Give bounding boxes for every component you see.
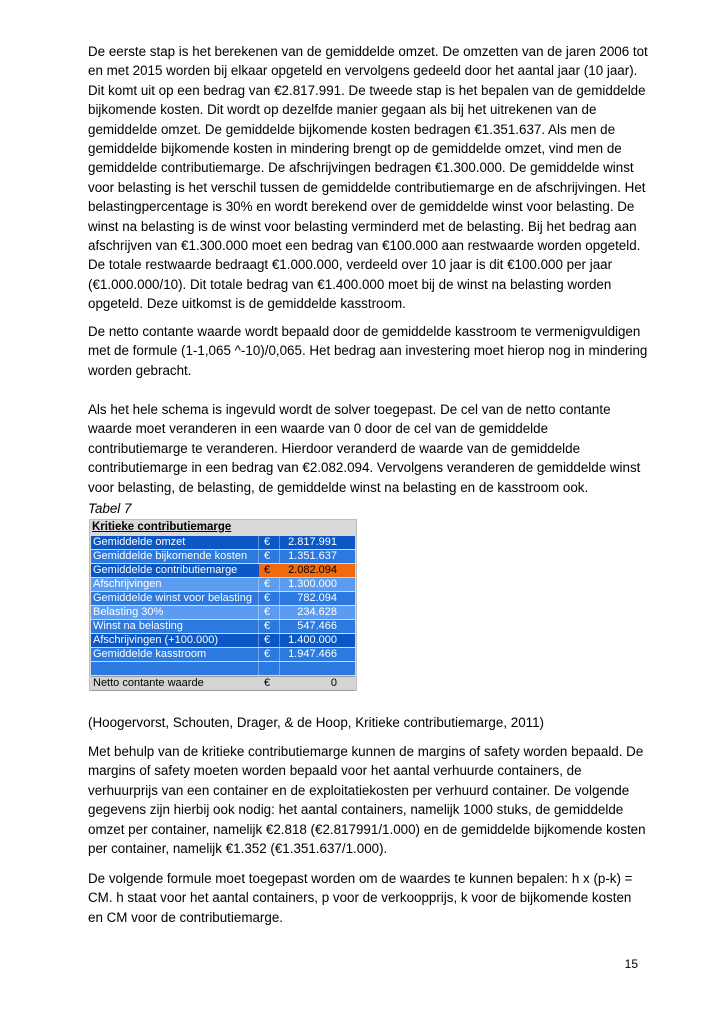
table-caption: Tabel 7 bbox=[88, 501, 132, 516]
row-label: Gemiddelde kasstroom bbox=[93, 648, 207, 660]
table-row-npv bbox=[91, 676, 355, 691]
row-label: Gemiddelde bijkomende kosten bbox=[93, 550, 248, 562]
critical-contribution-margin-table bbox=[89, 519, 357, 691]
row-label: Gemiddelde omzet bbox=[93, 536, 186, 548]
row-value: 2.082.094 bbox=[288, 564, 337, 576]
table-row bbox=[91, 564, 355, 577]
paragraph-formula: De volgende formule moet toegepast worden om de waardes te kunnen bepalen: h x (p-k) = CM. h staat voor het aantal containers, p voor de verkoopprijs, k voor de bijkomende kosten en CM voor de contributiemarge. bbox=[88, 871, 633, 925]
page-number: 15 bbox=[624, 957, 638, 971]
paragraph-margins-of-safety: Met behulp van de kritieke contributiemarge kunnen de margins of safety worden bepaald. De margins of safety moeten worden bepaald voor het aantal verhuurde containers, de verhuurprijs van een container en de exploitatiekosten per verhuurd container. De volgende gegevens zijn hierbij ook nodig: het aantal containers, namelijk 1000 stuks, de gemiddelde omzet per container, namelijk €2.818 (€2.817991/1.000) en de gemiddelde bijkomende kosten per container, namelijk €1.352 (€1.351.637/1.000). bbox=[88, 744, 646, 857]
paragraph-npv-formula: De netto contante waarde wordt bepaald door de gemiddelde kasstroom te vermenigvuldigen met de formule (1-1,065 ^-10)/0,065. Het bedrag aan investering moet hierop nog in mindering worden gebracht. bbox=[88, 324, 648, 378]
currency-symbol: € bbox=[264, 606, 271, 618]
table-row bbox=[91, 620, 355, 633]
table-row bbox=[91, 578, 355, 591]
row-label: Afschrijvingen bbox=[93, 578, 162, 590]
row-value: 1.400.000 bbox=[288, 634, 337, 646]
currency-symbol: € bbox=[264, 550, 271, 562]
row-label: Belasting 30% bbox=[93, 606, 164, 618]
row-value: 1.947.466 bbox=[288, 648, 337, 660]
currency-symbol: € bbox=[264, 578, 271, 590]
table-row-empty bbox=[91, 662, 355, 675]
row-value: 547.466 bbox=[297, 620, 337, 632]
row-value: 782.094 bbox=[297, 592, 337, 604]
paragraph-calculation-steps: De eerste stap is het berekenen van de gemiddelde omzet. De omzetten van de jaren 2006 tot en met 2015 worden bij elkaar opgeteld en vervolgens gedeeld door het aantal jaar (10 jaar). Dit komt uit op een bedrag van €2.817.991. De tweede stap is het bepalen van de gemiddelde bijkomende kosten. Dit wordt op dezelfde manier gegaan als bij het uitrekenen van de gemiddelde omzet. De gemiddelde bijkomende kosten bedragen €1.351.637. Als men de gemiddelde bijkomende kosten in mindering brengt op de gemiddelde omzet, vind men de gemiddelde contributiemarge. De afschrijvingen bedragen €1.300.000. De gemiddelde winst voor belasting is het verschil tussen de gemiddelde contributiemarge en de afschrijvingen. Het belastingpercentage is 30% en wordt berekend over de gemiddelde winst voor belasting. De winst na belasting is de winst voor belasting verminderd met de belasting. Bij het bedrag aan afschrijven van €1.300.000 moet een bedrag van €100.000 aan restwaarde worden opgeteld. De totale restwaarde bedraagt €1.000.000, verdeeld over 10 jaar is dit €100.000 per jaar (€1.000.000/10). Dit totale bedrag van €1.400.000 moet bij de winst na belasting worden opgeteld. Deze uitkomst is de gemiddelde kasstroom. bbox=[88, 44, 648, 312]
currency-symbol: € bbox=[264, 677, 271, 689]
currency-symbol: € bbox=[264, 592, 271, 604]
row-value: 1.351.637 bbox=[288, 550, 337, 562]
currency-symbol: € bbox=[264, 648, 271, 660]
row-label: Afschrijvingen (+100.000) bbox=[93, 634, 219, 646]
row-value: 1.300.000 bbox=[288, 578, 337, 590]
table-row bbox=[91, 592, 355, 605]
row-value: 234.628 bbox=[297, 606, 337, 618]
table-title: Kritieke contributiemarge bbox=[92, 521, 232, 533]
currency-symbol: € bbox=[264, 634, 271, 646]
table-row bbox=[91, 536, 355, 549]
table-row bbox=[91, 550, 355, 563]
table-row bbox=[91, 634, 355, 647]
currency-symbol: € bbox=[264, 620, 271, 632]
paragraph-solver: Als het hele schema is ingevuld wordt de solver toegepast. De cel van de netto contante waarde moet veranderen in een waarde van 0 door de cel van de gemiddelde contributiemarge te veranderen. Hierdoor veranderd de waarde van de gemiddelde contributiemarge in een bedrag van €2.082.094. Vervolgens veranderen de gemiddelde winst voor belasting, de belasting, de gemiddelde winst na belasting en de kasstroom ook. bbox=[88, 402, 641, 495]
table-row bbox=[91, 648, 355, 661]
paragraph-source-citation: (Hoogervorst, Schouten, Drager, & de Hoop, Kritieke contributiemarge, 2011) bbox=[88, 715, 545, 730]
table-row bbox=[91, 606, 355, 619]
row-value: 2.817.991 bbox=[288, 536, 337, 548]
row-value: 0 bbox=[330, 677, 337, 689]
row-label: Winst na belasting bbox=[93, 620, 183, 632]
currency-symbol: € bbox=[264, 564, 271, 576]
row-label: Gemiddelde winst voor belasting bbox=[93, 592, 252, 604]
row-label: Gemiddelde contributiemarge bbox=[93, 564, 238, 576]
currency-symbol: € bbox=[264, 536, 271, 548]
row-label: Netto contante waarde bbox=[93, 677, 204, 689]
